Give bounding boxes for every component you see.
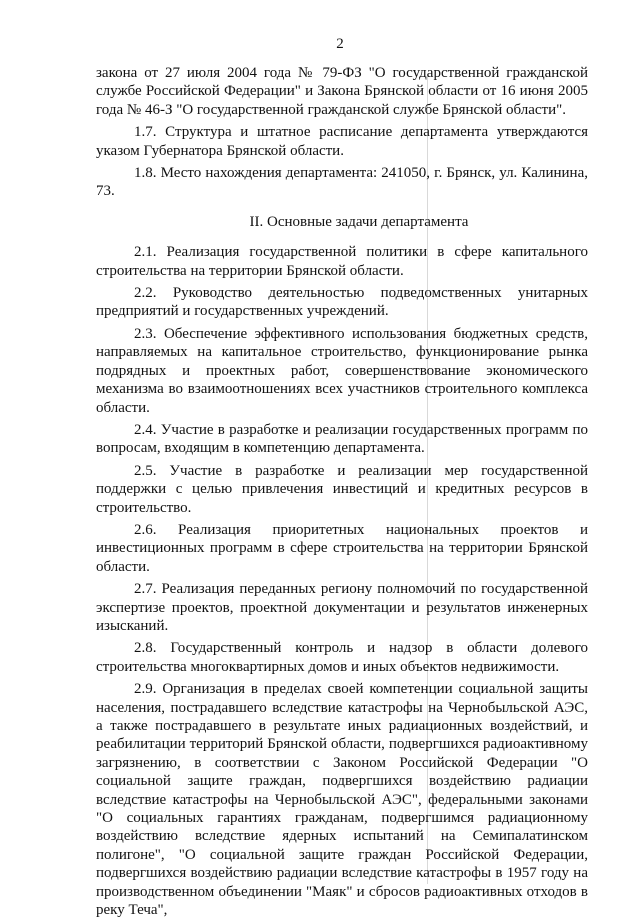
paragraph-2-2: 2.2. Руководство деятельностью подведомственных унитарных предприятий и государственных учреждений. xyxy=(96,285,588,320)
paragraph-1-8: 1.8. Место нахождения департамента: 241050, г. Брянск, ул. Калинина, 73. xyxy=(96,165,588,200)
paragraph-intro-continuation: закона от 27 июля 2004 года № 79-ФЗ "О государственной гражданской службе Российской Федерации" и Закона Брянской области от 16 июня 2005 года № 46-З "О государственной гражданской службе Брянской области". xyxy=(96,65,588,118)
paragraph-1-7: 1.7. Структура и штатное расписание департамента утверждаются указом Губернатора Брянской области. xyxy=(96,124,588,159)
paragraph-2-5: 2.5. Участие в разработке и реализации мер государственной поддержки с целью привлечения инвестиций и кредитных ресурсов в строительство. xyxy=(96,462,588,516)
section-title: II. Основные задачи департамента xyxy=(249,213,469,230)
paragraph-2-8: 2.8. Государственный контроль и надзор в области долевого строительства многоквартирных домов и иных объектов недвижимости. xyxy=(96,640,588,675)
paragraph-2-9: 2.9. Организация в пределах своей компетенции социальной защиты населения, пострадавшего вследствие катастрофы на Чернобыльской АЭС, а также пострадавшего в результате иных радиационных воздействий, и реабилитации территорий Брянской области, подвергшихся радиоактивному загрязнению, в соответствии с Законом Российской Федерации "О социальной защите граждан, подвергшихся воздействию радиации вследствие катастрофы на Чернобыльской АЭС", федеральными законами "О социальных гарантиях гражданам, подвергшимся радиационному воздействию вследствие ядерных испытаний на Семипалатинском полигоне", "О социальной защите граждан Российской Федерации, подвергшихся воздействию радиации вследствие катастрофы в 1957 году на производственном объединении "Маяк" и сбросов радиоактивных отходов в реку Теча", xyxy=(96,681,588,919)
document-body xyxy=(96,64,588,923)
page-number: 2 xyxy=(336,36,344,52)
paragraph-2-1: 2.1. Реализация государственной политики в сфере капитального строительства на территории Брянской области. xyxy=(96,244,588,279)
paragraph-2-7: 2.7. Реализация переданных региону полномочий по государственной экспертизе проектов, проектной документации и результатов инженерных изысканий. xyxy=(96,581,588,634)
paragraph-2-3: 2.3. Обеспечение эффективного использования бюджетных средств, направляемых на капитальное строительство, функционирование рынка подрядных и проектных работ, совершенствование экономического механизма во взаимоотношениях всех участников строительного комплекса области. xyxy=(96,325,588,416)
paragraph-2-6: 2.6. Реализация приоритетных национальных проектов и инвестиционных программ в сфере строительства на территории Брянской области. xyxy=(96,521,588,575)
paragraph-2-4: 2.4. Участие в разработке и реализации государственных программ по вопросам, входящим в компетенцию департамента. xyxy=(96,421,588,457)
